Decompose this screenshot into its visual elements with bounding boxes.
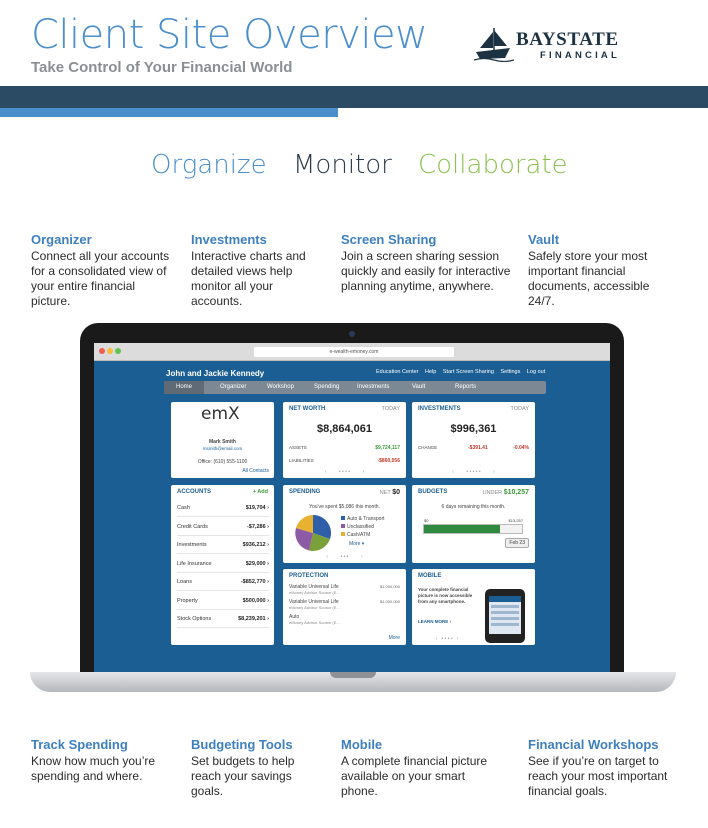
logout-link[interactable]: Log out (526, 369, 546, 375)
page-title: Client Site Overview (31, 12, 428, 58)
all-contacts-link[interactable]: All Contacts (242, 468, 269, 474)
card-title: INVESTMENTS (418, 406, 461, 412)
account-row[interactable] (177, 573, 269, 591)
account-value: $500,000 › (242, 597, 269, 604)
header-band (0, 86, 708, 108)
feature-screen-sharing (341, 232, 513, 294)
education-center-link[interactable]: Education Center (376, 369, 419, 375)
learn-more-link[interactable]: LEARN MORE › (418, 619, 451, 624)
budget-start: $0 (424, 518, 429, 523)
feature-text: Join a screen sharing session quickly and easily for interactive planning anytime, anywhere. (341, 249, 511, 293)
accounts-card (171, 485, 274, 645)
nav-spending[interactable]: Spending (314, 384, 340, 390)
budget-end: $13,257 (508, 518, 523, 523)
url-bar[interactable]: e-wealth-emoney.com (254, 347, 454, 357)
advisor-name: Mark Smith (209, 439, 236, 445)
account-row[interactable] (177, 518, 269, 536)
feature-financial-workshops (528, 737, 673, 799)
policy-source: eMoney Advisor Source (E... (289, 590, 340, 595)
nav-home[interactable]: Home (164, 381, 204, 394)
feature-investments (191, 232, 326, 309)
help-link[interactable]: Help (425, 369, 437, 375)
policy-name: Variable Universal Life (289, 599, 339, 605)
policy-name: Variable Universal Life (289, 584, 339, 590)
account-name: Stock Options (177, 616, 212, 622)
mobile-text: Your complete financial picture is now accessible from any smartphone. (418, 587, 473, 604)
spending-more-link[interactable]: More ▾ (349, 541, 365, 547)
account-value: $8,239,201 › (238, 616, 269, 622)
budget-under: UNDER $10,257 (482, 489, 529, 496)
liabilities-label: LIABILITIES (289, 458, 314, 463)
nav-organizer[interactable]: Organizer (220, 384, 247, 390)
add-account-button[interactable]: + Add (252, 489, 268, 495)
policy-value: $1,000,000 (379, 599, 400, 604)
laptop-screen (94, 343, 610, 675)
legend-item: Auto & Transport (341, 516, 385, 522)
card-period: TODAY (381, 406, 400, 412)
spending-net: NET $0 (379, 489, 400, 496)
laptop-notch (330, 672, 376, 678)
nav-workshop[interactable]: Workshop (267, 384, 294, 390)
page-subtitle: Take Control of Your Financial World (31, 59, 293, 76)
protection-more-link[interactable]: More (388, 635, 400, 641)
feature-vault (528, 232, 678, 309)
nav-investments[interactable]: Investments (357, 384, 390, 390)
card-pager[interactable]: ‹ • • • • › (435, 636, 459, 642)
policy-source: eMoney Advisor Source (E... (289, 620, 340, 625)
feature-title: Track Spending (31, 737, 128, 752)
investments-card[interactable] (412, 402, 535, 478)
nav-reports[interactable]: Reports (455, 384, 477, 390)
phone-image (485, 589, 525, 643)
legend-item: Cash/ATM (341, 532, 370, 538)
feature-title: Budgeting Tools (191, 737, 293, 752)
card-title: BUDGETS (418, 489, 448, 495)
feature-text: Know how much you’re spending and where. (31, 754, 156, 783)
budgets-card[interactable] (412, 485, 535, 563)
card-title: MOBILE (418, 573, 442, 579)
laptop-mockup (80, 323, 624, 675)
app-header-links (376, 369, 550, 375)
card-title: ACCOUNTS (177, 489, 211, 495)
feature-text: Set budgets to help reach your savings goals. (191, 754, 295, 798)
tagline-collaborate: Collaborate (418, 150, 568, 180)
account-row[interactable] (177, 592, 269, 610)
mobile-card[interactable] (412, 569, 535, 645)
change-percent: -0.04% (513, 445, 529, 451)
screen-sharing-link[interactable]: Start Screen Sharing (442, 369, 494, 375)
feature-title: Screen Sharing (341, 232, 437, 247)
account-name: Investments (177, 542, 207, 548)
advisor-logo: emX (201, 404, 240, 424)
feature-text: See if you’re on target to reach your most important financial goals. (528, 754, 668, 798)
policy-source: eMoney Advisor Source (E... (289, 605, 340, 610)
budget-progress-bar (423, 524, 523, 534)
feature-text: A complete financial picture available on your smart phone. (341, 754, 488, 798)
investments-value: $996,361 (450, 423, 497, 435)
legend-item: Unclassified (341, 524, 374, 530)
advisor-email[interactable]: msmith@email.com (202, 446, 243, 451)
card-title: NET WORTH (289, 406, 326, 412)
feature-title: Vault (528, 232, 560, 247)
change-value: -$391.41 (468, 445, 488, 451)
baystate-logo (474, 26, 664, 64)
header-accent-bar (0, 108, 338, 117)
card-period: TODAY (510, 406, 529, 412)
feature-title: Mobile (341, 737, 383, 752)
feature-text: Interactive charts and detailed views help monitor all your accounts. (191, 249, 306, 308)
advisor-card (171, 402, 274, 478)
card-title: SPENDING (289, 489, 321, 495)
phone-screen (489, 596, 521, 634)
account-name: Life Insurance (177, 560, 212, 567)
protection-card[interactable] (283, 569, 406, 645)
change-label: CHANGE (418, 445, 438, 450)
app-user-name: John and Jackie Kennedy (166, 369, 265, 378)
advisor-office-phone: Office: (610) 555-1100 (197, 459, 248, 465)
ship-icon (474, 26, 514, 62)
assets-label: ASSETS (289, 445, 307, 450)
account-name: Loans (177, 579, 192, 585)
card-title: PROTECTION (289, 573, 329, 579)
logo-name: BAYSTATE (516, 29, 619, 50)
feature-organizer (31, 232, 176, 309)
account-name: Cash (177, 505, 190, 511)
net-worth-card[interactable] (283, 402, 406, 478)
account-value: -$852,770 › (240, 579, 269, 585)
feature-title: Financial Workshops (528, 737, 659, 752)
nav-vault[interactable]: Vault (412, 384, 426, 390)
logo-subtitle: FINANCIAL (540, 50, 620, 61)
budget-progress-fill (424, 525, 500, 533)
camera-icon (349, 331, 355, 337)
account-row[interactable] (177, 610, 269, 628)
account-value: $19,704 › (245, 505, 269, 511)
tagline-monitor: Monitor (293, 150, 392, 180)
spending-summary: You've spent $5,086 this month. (309, 504, 380, 510)
feature-mobile (341, 737, 501, 799)
laptop-base (30, 672, 676, 692)
account-row[interactable] (177, 536, 269, 554)
policy-name: Auto (289, 614, 300, 620)
close-dot-icon[interactable] (99, 348, 105, 354)
account-name: Credit Cards (177, 523, 208, 530)
liabilities-value: -$860,056 (377, 458, 400, 464)
card-pager[interactable]: ‹ • • • • › (324, 469, 365, 475)
zoom-dot-icon[interactable] (115, 348, 121, 354)
feature-text: Connect all your accounts for a consolidated view of your entire financial picture. (31, 249, 170, 308)
settings-link[interactable]: Settings (500, 369, 521, 375)
browser-toolbar (94, 343, 610, 361)
feature-text: Safely store your most important financial documents, accessible 24/7. (528, 249, 650, 308)
budget-date-marker: Feb 23 (505, 538, 529, 548)
minimize-dot-icon[interactable] (107, 348, 113, 354)
account-value: $29,000 › (245, 560, 269, 567)
account-row[interactable] (177, 555, 269, 573)
assets-value: $9,724,117 (375, 445, 400, 451)
policy-value: $1,000,000 (379, 584, 400, 589)
feature-budgeting-tools (191, 737, 326, 799)
tagline-organize: Organize (151, 150, 267, 180)
feature-title: Organizer (31, 232, 92, 247)
budget-days-remaining: 6 days remaining this month. (441, 504, 506, 510)
spending-pie (293, 513, 333, 553)
account-value: -$7,286 › (246, 523, 269, 530)
app-nav-bar (164, 381, 546, 394)
account-value: $936,212 › (242, 542, 269, 548)
account-row[interactable] (177, 499, 269, 517)
account-name: Property (177, 597, 198, 604)
feature-title: Investments (191, 232, 267, 247)
net-worth-value: $8,864,061 (316, 423, 373, 435)
feature-track-spending (31, 737, 181, 784)
card-pager[interactable]: ‹ • • • › (326, 554, 363, 560)
card-pager[interactable]: ‹ • • • • • › (452, 469, 495, 475)
spending-card[interactable] (283, 485, 406, 563)
